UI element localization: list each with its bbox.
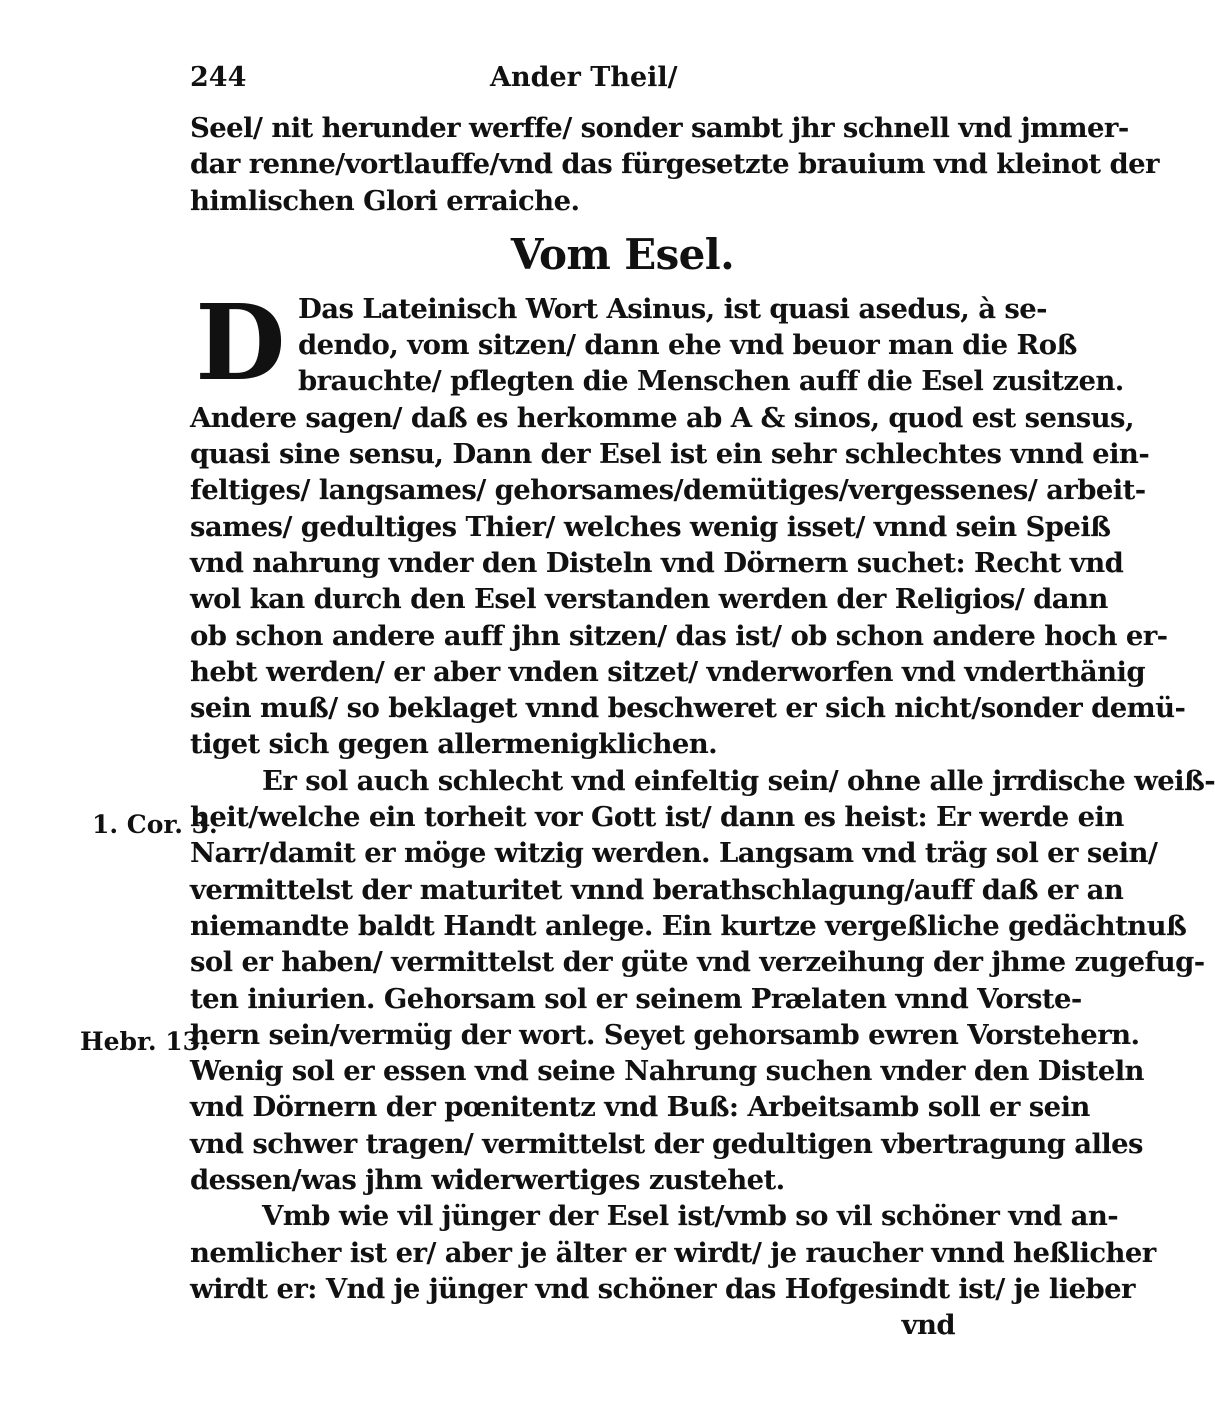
margin-note-cor: 1. Cor. 3. <box>92 810 218 839</box>
text-line: nemlicher ist er/ aber je älter er wirdt/ je raucher vnnd heßlicher <box>190 1236 1156 1269</box>
text-line: vermittelst der maturitet vnnd berathschlagung/auff daß er an <box>190 873 1124 906</box>
text-line: Narr/damit er möge witzig werden. Langsam vnd träg sol er sein/ <box>190 837 1158 870</box>
margin-note-hebr: Hebr. 13. <box>80 1027 209 1056</box>
text-line: feltiges/ langsames/ gehorsames/demütiges/vergessenes/ arbeit- <box>190 474 1146 507</box>
text-line: Er sol auch schlecht vnd einfeltig sein/ ohne alle jrrdische weiß- <box>262 764 1215 797</box>
text-line: dessen/was jhm widerwertiges zustehet. <box>190 1164 785 1197</box>
text-line: vnd Dörnern der pœnitentz vnd Buß: Arbeitsamb soll er sein <box>190 1091 1090 1124</box>
text-line: wirdt er: Vnd je jünger vnd schöner das Hofgesindt ist/ je lieber <box>190 1272 1135 1305</box>
text-line: Das Lateinisch Wort Asinus, ist quasi asedus, à se- <box>298 292 1047 325</box>
drop-cap-initial: D <box>195 280 285 404</box>
text-line: brauchte/ pflegten die Menschen auff die Esel zusitzen. <box>298 365 1124 398</box>
text-line: Wenig sol er essen vnd seine Nahrung suchen vnder den Disteln <box>190 1055 1144 1088</box>
text-line: sames/ gedultiges Thier/ welches wenig isset/ vnnd sein Speiß <box>190 510 1111 543</box>
text-line: sein muß/ so beklaget vnnd beschweret er sich nicht/sonder demü- <box>190 692 1186 725</box>
text-line: hebt werden/ er aber vnden sitzet/ vnderworfen vnd vnderthänig <box>190 655 1146 688</box>
running-head: Ander Theil/ <box>490 62 678 93</box>
page-header <box>190 62 960 102</box>
text-line: ten iniurien. Gehorsam sol er seinem Prælaten vnnd Vorste- <box>190 982 1082 1015</box>
text-line: hern sein/vermüg der wort. Seyet gehorsamb ewren Vorstehern. <box>190 1018 1140 1051</box>
text-line: quasi sine sensu, Dann der Esel ist ein sehr schlechtes vnnd ein- <box>190 438 1150 471</box>
text-line: dendo, vom sitzen/ dann ehe vnd beuor man die Roß <box>298 329 1077 362</box>
text-line: Seel/ nit herunder werffe/ sonder sambt jhr schnell vnd jmmer- <box>190 112 1129 144</box>
text-line: vnd schwer tragen/ vermittelst der gedultigen vbertragung alles <box>190 1127 1143 1160</box>
text-line: himlischen Glori erraiche. <box>190 184 580 217</box>
text-line: Vmb wie vil jünger der Esel ist/vmb so vil schöner vnd an- <box>262 1200 1119 1233</box>
body-text <box>190 110 1215 1344</box>
text-line: sol er haben/ vermittelst der güte vnd verzeihung der jhme zugefug- <box>190 946 1205 979</box>
text-line: vnd nahrung vnder den Disteln vnd Dörnern suchet: Recht vnd <box>190 546 1124 579</box>
text-line: niemandte baldt Handt anlege. Ein kurtze vergeßliche gedächtnuß <box>190 909 1187 942</box>
text-line: Andere sagen/ daß es herkomme ab A & sinos, quod est sensus, <box>190 401 1134 434</box>
text-line: tiget sich gegen allermenigklichen. <box>190 728 718 761</box>
page-number: 244 <box>190 62 247 93</box>
text-line: wol kan durch den Esel verstanden werden der Religios/ dann <box>190 583 1108 616</box>
catchword: vnd <box>901 1309 955 1342</box>
text-line: ob schon andere auff jhn sitzen/ das ist/ ob schon andere hoch er- <box>190 619 1168 652</box>
text-line: heit/welche ein torheit vor Gott ist/ dann es heist: Er werde ein <box>190 801 1124 834</box>
text-line: dar renne/vortlauffe/vnd das fürgesetzte brauium vnd kleinot der <box>190 148 1159 181</box>
section-heading: Vom Esel. <box>510 229 735 279</box>
initial-paragraph <box>190 280 1124 404</box>
